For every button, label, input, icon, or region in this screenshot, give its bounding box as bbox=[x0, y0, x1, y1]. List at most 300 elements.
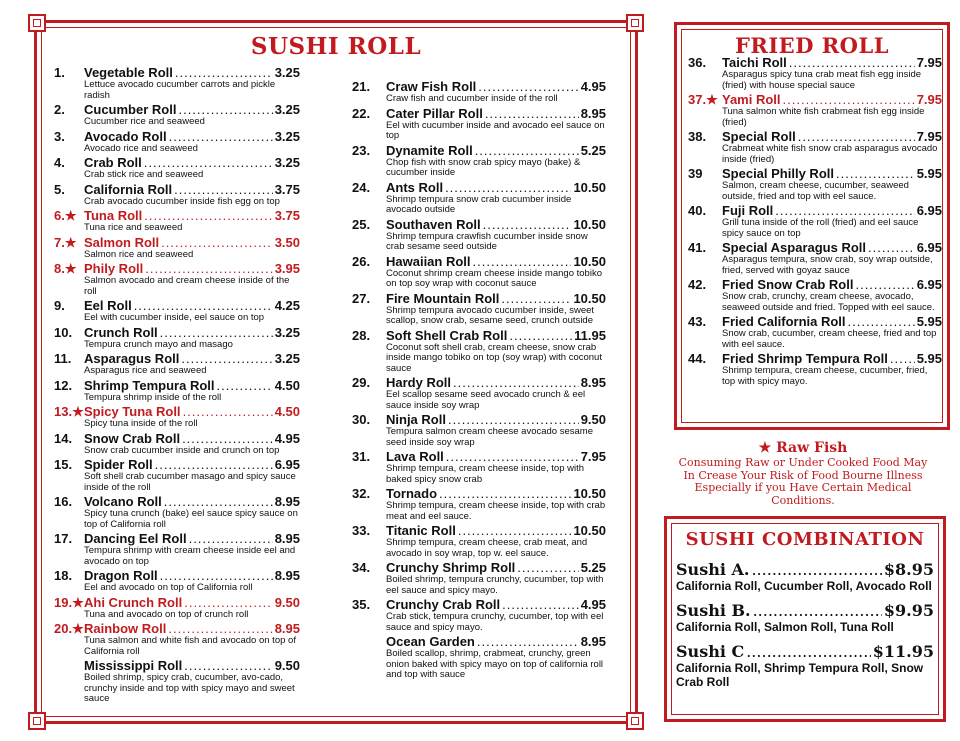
menu-item-line bbox=[688, 130, 942, 144]
menu-item bbox=[352, 598, 606, 633]
menu-item-line bbox=[54, 352, 300, 366]
menu-item-name: Dragon Roll bbox=[84, 568, 158, 583]
menu-item-line bbox=[54, 532, 300, 546]
menu-item-number: 35. bbox=[352, 597, 371, 612]
menu-item-description: Salmon rice and seaweed bbox=[84, 248, 194, 260]
leader-dots bbox=[868, 241, 915, 255]
menu-item-price: 6.95 bbox=[916, 277, 942, 292]
menu-item-line bbox=[688, 204, 942, 218]
menu-item-number: 20.★ bbox=[54, 621, 84, 636]
leader-dots bbox=[184, 596, 272, 610]
menu-item-number: 33. bbox=[352, 523, 371, 538]
combo-line bbox=[676, 601, 934, 620]
menu-item-number: 31. bbox=[352, 449, 371, 464]
menu-item-price: 6.95 bbox=[274, 457, 300, 472]
leader-dots bbox=[184, 659, 272, 673]
menu-item-description: Eel with cucumber inside and avocado eel sauce on top bbox=[386, 119, 605, 141]
menu-item-description: Shrimp tempura, cream cheese inside, top with baked spicy snow crab bbox=[386, 463, 585, 485]
menu-item-price: 3.25 bbox=[274, 155, 300, 170]
leader-dots bbox=[485, 107, 579, 121]
menu-item-name: Crab Roll bbox=[84, 155, 142, 170]
menu-item-description: Boiled scallop, shrimp, crabmeat, crunchy, green onion baked with spicy mayo on top of california roll and top with sauce bbox=[386, 648, 604, 680]
menu-item-number: 23. bbox=[352, 142, 371, 158]
menu-item-number: 17. bbox=[54, 531, 73, 546]
menu-item-name: Fried California Roll bbox=[722, 314, 846, 329]
menu-item-description: Salmon, cream cheese, cucumber, seaweed outside, fried and top with eel sauce. bbox=[722, 180, 909, 202]
menu-item-name: Ahi Crunch Roll bbox=[84, 594, 183, 610]
menu-item-line bbox=[688, 315, 942, 329]
menu-item-name: Cucumber Roll bbox=[84, 102, 177, 117]
corner-ornament bbox=[626, 14, 644, 32]
menu-item-description: Boiled shrimp, spicy crab, cucumber, avo-cado, crunchy inside and top with spicy mayo and sweet sauce bbox=[84, 672, 295, 704]
menu-item bbox=[54, 236, 300, 261]
menu-item-price: 7.95 bbox=[580, 449, 606, 464]
leader-dots bbox=[475, 144, 579, 158]
menu-item-price: 4.95 bbox=[274, 430, 300, 446]
leader-dots bbox=[174, 183, 273, 197]
menu-item-description: Avocado rice and seaweed bbox=[84, 142, 198, 154]
menu-item-line bbox=[54, 569, 300, 583]
menu-item bbox=[688, 241, 942, 276]
menu-item-description: Eel and avocado on top of California roll bbox=[84, 582, 253, 593]
menu-item-price: 8.95 bbox=[274, 531, 300, 546]
leader-dots bbox=[439, 487, 571, 501]
menu-item-description: Shrimp tempura, cream cheese, cucumber, fried, top with spicy mayo. bbox=[722, 365, 928, 387]
menu-item-name: Shrimp Tempura Roll bbox=[84, 377, 215, 393]
menu-item bbox=[54, 659, 300, 705]
menu-item-price: 5.25 bbox=[580, 142, 606, 158]
menu-item-description: Tempura salmon cream cheese avocado sesame seed inside soy wrap bbox=[386, 426, 593, 448]
menu-item-number: 21. bbox=[352, 79, 371, 94]
leader-dots bbox=[483, 218, 572, 232]
menu-item bbox=[352, 413, 606, 448]
menu-item-line bbox=[352, 487, 606, 501]
menu-item-name: Ninja Roll bbox=[386, 412, 446, 427]
menu-item bbox=[352, 329, 606, 375]
leader-dots bbox=[501, 292, 571, 306]
menu-item-name: Yami Roll bbox=[722, 92, 781, 107]
menu-item-number: 24. bbox=[352, 179, 371, 195]
menu-item bbox=[54, 352, 300, 377]
combo-description: California Roll, Salmon Roll, Tuna Roll bbox=[676, 620, 894, 634]
menu-item-number: 43. bbox=[688, 314, 707, 329]
menu-item-number: 11. bbox=[54, 351, 72, 366]
menu-item-description: Lettuce avocado cucumber carrots and pickle radish bbox=[84, 79, 276, 101]
menu-item-name: Craw Fish Roll bbox=[386, 79, 477, 94]
menu-item-number: 12. bbox=[54, 377, 73, 393]
menu-item-number: 1. bbox=[54, 65, 65, 80]
menu-item-number: 14. bbox=[54, 430, 73, 446]
menu-item-line bbox=[352, 218, 606, 232]
menu-item-number: 25. bbox=[352, 216, 371, 232]
menu-item-price: 9.50 bbox=[580, 412, 606, 427]
menu-item-price: 3.75 bbox=[274, 208, 300, 223]
menu-item bbox=[352, 524, 606, 559]
menu-item-name: Volcano Roll bbox=[84, 494, 162, 509]
menu-item bbox=[54, 596, 300, 621]
menu-item-price: 8.95 bbox=[274, 621, 300, 636]
menu-item-number: 9. bbox=[54, 298, 65, 313]
menu-item-price: 10.50 bbox=[573, 253, 606, 269]
menu-item bbox=[688, 278, 942, 313]
leader-dots bbox=[161, 236, 273, 250]
menu-item-description: Asparagus tempura, snow crab, soy wrap outside, fried, served with goyaz sauce bbox=[722, 254, 933, 276]
menu-item-number: 42. bbox=[688, 277, 707, 292]
menu-item bbox=[352, 218, 606, 253]
menu-item-description: Eel with cucumber inside, eel sauce on top bbox=[84, 312, 265, 323]
menu-item-price: 4.25 bbox=[274, 298, 300, 313]
menu-item-name: California Roll bbox=[84, 181, 173, 197]
menu-item-description: Tuna and avocado on top of crunch roll bbox=[84, 608, 249, 620]
menu-item-number: 2. bbox=[54, 102, 65, 117]
menu-item bbox=[688, 352, 942, 387]
menu-item-price: 4.50 bbox=[274, 377, 300, 393]
menu-item-price: 10.50 bbox=[573, 179, 606, 195]
menu-item-price: 5.25 bbox=[580, 560, 606, 575]
menu-item-price: 8.95 bbox=[580, 105, 606, 121]
menu-item-name: Spicy Tuna Roll bbox=[84, 404, 181, 419]
menu-item bbox=[352, 181, 606, 216]
combo-item bbox=[676, 601, 934, 634]
sushi-roll-title: SUSHI ROLL bbox=[250, 33, 422, 60]
menu-item-number: 36. bbox=[688, 55, 707, 70]
menu-item-number: 18. bbox=[54, 568, 73, 583]
leader-dots bbox=[189, 532, 273, 546]
menu-item bbox=[54, 379, 300, 404]
menu-item-description: Shrimp tempura, cream cheese, crab meat, and avocado in soy wrap, top w. eel sauce. bbox=[386, 537, 588, 559]
menu-item-name: Fire Mountain Roll bbox=[386, 290, 500, 306]
menu-item-name: Rainbow Roll bbox=[84, 621, 167, 636]
menu-item bbox=[688, 93, 942, 128]
menu-item-number: 7.★ bbox=[54, 234, 77, 250]
menu-item bbox=[54, 495, 300, 530]
menu-item-line bbox=[54, 156, 300, 170]
menu-item-name: Salmon Roll bbox=[84, 234, 160, 250]
leader-dots bbox=[509, 329, 572, 343]
menu-item-price: 8.95 bbox=[274, 494, 300, 509]
raw-fish-warning: Consuming Raw or Under Cooked Food May In Crease Your Risk of Food Bourne Illness Especially if you Have Certain Medical Conditions. bbox=[678, 456, 928, 507]
menu-item bbox=[54, 66, 300, 101]
menu-item-name: Southaven Roll bbox=[386, 216, 481, 232]
leader-dots bbox=[144, 209, 272, 223]
menu-item bbox=[352, 450, 606, 485]
leader-dots bbox=[855, 278, 914, 292]
menu-item bbox=[352, 80, 606, 105]
menu-item-description: Salmon avocado and cream cheese inside of the roll bbox=[84, 275, 290, 297]
menu-item-description: Tempura crunch mayo and masago bbox=[84, 338, 233, 350]
menu-item-description: Tuna salmon and white fish and avocado on top of California roll bbox=[84, 635, 296, 657]
combo-name: Sushi C bbox=[676, 642, 745, 661]
menu-item-number: 34. bbox=[352, 560, 371, 575]
menu-item-line bbox=[688, 241, 942, 255]
menu-item-number: 13.★ bbox=[54, 404, 84, 419]
leader-dots bbox=[145, 262, 272, 276]
menu-item-number: 40. bbox=[688, 203, 707, 218]
fried-roll-list bbox=[688, 56, 942, 389]
menu-item-description: Shrimp tempura snow crab cucumber inside avocado outside bbox=[386, 193, 572, 215]
menu-item-description: Snow crab, cucumber, cream cheese, fried and top with eel sauce. bbox=[722, 328, 937, 350]
combo-price: $8.95 bbox=[883, 560, 934, 579]
menu-item-number: 29. bbox=[352, 375, 371, 390]
menu-item-description: Tuna rice and seaweed bbox=[84, 222, 183, 233]
menu-item bbox=[688, 204, 942, 239]
menu-item-name: Asparagus Roll bbox=[84, 351, 180, 366]
menu-item-description: Crab stick, tempura crunchy, cucumber, top with eel sauce and spicy mayo. bbox=[386, 611, 604, 633]
menu-item-description: Grill tuna inside of the roll (fried) and eel sauce spicy sauce on top bbox=[722, 217, 919, 239]
menu-item-name: Lava Roll bbox=[386, 449, 444, 464]
menu-item bbox=[688, 56, 942, 91]
leader-dots bbox=[751, 560, 881, 579]
menu-item-price: 5.95 bbox=[916, 351, 942, 366]
menu-item-name: Crunchy Crab Roll bbox=[386, 597, 501, 612]
combo-line bbox=[676, 560, 934, 579]
menu-item bbox=[688, 167, 942, 202]
combo-line bbox=[676, 642, 934, 661]
leader-dots bbox=[169, 130, 273, 144]
leader-dots bbox=[783, 93, 915, 107]
menu-item bbox=[54, 326, 300, 351]
menu-item-line bbox=[54, 66, 300, 80]
menu-item-line bbox=[54, 262, 300, 276]
leader-dots bbox=[134, 299, 273, 313]
leader-dots bbox=[144, 156, 273, 170]
menu-item-description: Snow crab, crunchy, cream cheese, avocado, seaweed outside and fried. Topped with eel sauce. bbox=[722, 291, 935, 313]
menu-item-price: 3.25 bbox=[274, 324, 300, 340]
menu-item-line bbox=[352, 376, 606, 390]
menu-item bbox=[352, 561, 606, 596]
raw-fish-note bbox=[676, 440, 930, 507]
menu-item-description: Tempura shrimp with cream cheese inside eel and avocado on top bbox=[84, 545, 296, 567]
leader-dots bbox=[517, 561, 578, 575]
menu-item bbox=[54, 103, 300, 128]
menu-item-name: Snow Crab Roll bbox=[84, 430, 181, 446]
menu-item-name: Crunch Roll bbox=[84, 324, 158, 340]
menu-item-price: 3.95 bbox=[274, 261, 300, 276]
menu-item-name: Special Philly Roll bbox=[722, 166, 834, 181]
leader-dots bbox=[473, 255, 572, 269]
menu-item-name: Ants Roll bbox=[386, 179, 444, 195]
leader-dots bbox=[890, 352, 915, 366]
menu-item bbox=[54, 622, 300, 657]
menu-item-description: Soft shell crab cucumber masago and spicy sauce inside of the roll bbox=[84, 471, 296, 493]
menu-item-name: Avocado Roll bbox=[84, 128, 167, 144]
menu-item-number: 38. bbox=[688, 129, 707, 144]
menu-item-name: Fried Shrimp Tempura Roll bbox=[722, 351, 888, 366]
menu-item-name: Ocean Garden bbox=[386, 634, 475, 649]
corner-ornament bbox=[28, 14, 46, 32]
menu-item-price: 10.50 bbox=[573, 216, 606, 232]
sushi-combination-title: SUSHI COMBINATION bbox=[685, 529, 925, 550]
leader-dots bbox=[453, 376, 579, 390]
menu-item-description: Coconut shrimp cream cheese inside mango tobiko on top soy wrap with coconut sauce bbox=[386, 267, 602, 289]
leader-dots bbox=[798, 130, 915, 144]
menu-item-line bbox=[54, 130, 300, 144]
combo-description: California Roll, Shrimp Tempura Roll, Snow Crab Roll bbox=[676, 661, 924, 689]
menu-item-line bbox=[352, 329, 606, 343]
menu-item-name: Soft Shell Crab Roll bbox=[386, 327, 508, 343]
menu-item-number: 16. bbox=[54, 494, 73, 509]
menu-item-line bbox=[688, 93, 942, 107]
menu-item-line bbox=[54, 432, 300, 446]
menu-item-description: Eel scallop sesame seed avocado crunch & eel sauce inside soy wrap bbox=[386, 389, 586, 411]
combo-description: California Roll, Cucumber Roll, Avocado Roll bbox=[676, 579, 932, 593]
combo-price: $11.95 bbox=[872, 642, 934, 661]
menu-item-description: Shrimp tempura crawfish cucumber inside snow crab sesame seed outside bbox=[386, 230, 588, 252]
raw-fish-heading: ★ Raw Fish bbox=[758, 440, 848, 456]
menu-item-description: Crab avocado cucumber inside fish egg on top bbox=[84, 195, 280, 207]
menu-item-line bbox=[352, 413, 606, 427]
menu-item bbox=[54, 209, 300, 234]
menu-item-description: Tuna salmon white fish crabmeat fish egg inside (fried) bbox=[722, 106, 925, 128]
menu-item-line bbox=[688, 278, 942, 292]
menu-item bbox=[352, 635, 606, 681]
menu-item-name: Titanic Roll bbox=[386, 523, 456, 538]
combo-item bbox=[676, 642, 934, 689]
combo-price: $9.95 bbox=[883, 601, 934, 620]
menu-item-line bbox=[54, 622, 300, 636]
menu-item-name: Cater Pillar Roll bbox=[386, 105, 483, 121]
menu-item-price: 7.95 bbox=[916, 129, 942, 144]
menu-item-number: 28. bbox=[352, 327, 371, 343]
menu-item-number: 44. bbox=[688, 351, 707, 366]
menu-item-line bbox=[352, 292, 606, 306]
menu-item-description: Crabmeat white fish snow crab asparagus avocado inside (fried) bbox=[722, 143, 938, 165]
menu-item-number: 27. bbox=[352, 290, 371, 306]
combo-name: Sushi A. bbox=[676, 560, 750, 579]
menu-item-number: 5. bbox=[54, 181, 65, 197]
combo-name: Sushi B. bbox=[676, 601, 751, 620]
menu-item-price: 3.75 bbox=[274, 181, 300, 197]
menu-item-number: 26. bbox=[352, 253, 371, 269]
menu-item-line bbox=[54, 458, 300, 472]
menu-item-name: Tornado bbox=[386, 486, 438, 501]
menu-item bbox=[54, 130, 300, 155]
menu-item-price: 3.25 bbox=[274, 351, 300, 366]
menu-item-number: 37.★ bbox=[688, 92, 718, 107]
menu-item bbox=[688, 130, 942, 165]
menu-item-price: 7.95 bbox=[916, 92, 942, 107]
menu-item bbox=[54, 405, 300, 430]
menu-item-line bbox=[352, 181, 606, 195]
menu-item-price: 10.50 bbox=[573, 290, 606, 306]
menu-item-line bbox=[352, 450, 606, 464]
menu-item bbox=[352, 255, 606, 290]
menu-item-price: 3.25 bbox=[274, 65, 300, 80]
corner-ornament bbox=[28, 712, 46, 730]
leader-dots bbox=[155, 458, 273, 472]
leader-dots bbox=[168, 622, 272, 636]
menu-item-description: Spicy tuna inside of the roll bbox=[84, 418, 198, 429]
menu-item-description: Shrimp tempura avocado cucumber inside, sweet scallop, snow crab, sesame seed, crunch outside bbox=[386, 304, 595, 326]
menu-item-line bbox=[54, 379, 300, 393]
leader-dots bbox=[458, 524, 572, 538]
menu-item-number: 41. bbox=[688, 240, 707, 255]
menu-item-number: 8.★ bbox=[54, 261, 77, 276]
menu-item bbox=[352, 376, 606, 411]
leader-dots bbox=[753, 601, 882, 620]
leader-dots bbox=[446, 450, 579, 464]
menu-item-price: 4.50 bbox=[274, 404, 300, 419]
menu-item-name: Spider Roll bbox=[84, 457, 153, 472]
leader-dots bbox=[217, 379, 273, 393]
menu-item-line bbox=[54, 596, 300, 610]
menu-item-line bbox=[688, 352, 942, 366]
menu-item bbox=[54, 299, 300, 324]
leader-dots bbox=[746, 642, 871, 661]
menu-item-line bbox=[352, 144, 606, 158]
menu-item-line bbox=[352, 255, 606, 269]
menu-item-price: 3.25 bbox=[274, 102, 300, 117]
leader-dots bbox=[182, 432, 273, 446]
leader-dots bbox=[160, 326, 273, 340]
menu-item-number: 22. bbox=[352, 105, 371, 121]
menu-item-number: 15. bbox=[54, 457, 73, 472]
menu-item bbox=[352, 107, 606, 142]
menu-item-description: Snow crab cucumber inside and crunch on top bbox=[84, 444, 280, 456]
menu-item-line bbox=[352, 107, 606, 121]
menu-item-line bbox=[352, 561, 606, 575]
menu-item-name: Vegetable Roll bbox=[84, 65, 173, 80]
menu-item-line bbox=[54, 209, 300, 223]
combo-item bbox=[676, 560, 934, 593]
leader-dots bbox=[181, 352, 272, 366]
menu-item bbox=[54, 262, 300, 297]
menu-item-price: 8.95 bbox=[274, 568, 300, 583]
leader-dots bbox=[164, 495, 273, 509]
menu-item-line bbox=[54, 326, 300, 340]
menu-item-line bbox=[352, 80, 606, 94]
menu-item-price: 8.95 bbox=[580, 375, 606, 390]
menu-item-price: 9.50 bbox=[274, 658, 300, 673]
menu-item-price: 7.95 bbox=[916, 55, 942, 70]
menu-item-price: 9.50 bbox=[274, 594, 300, 610]
leader-dots bbox=[789, 56, 915, 70]
menu-item-name: Mississippi Roll bbox=[84, 658, 183, 673]
menu-item-line bbox=[688, 167, 942, 181]
menu-item-description: Craw fish and cucumber inside of the roll bbox=[386, 93, 558, 104]
menu-item-name: Tuna Roll bbox=[84, 208, 143, 223]
menu-item-description: Shrimp tempura, cream cheese inside, top with crab meat and eel sauce. bbox=[386, 500, 606, 522]
menu-item-name: Eel Roll bbox=[84, 298, 132, 313]
menu-item-line bbox=[688, 56, 942, 70]
menu-item-description: Chop fish with snow crab spicy mayo (bake) & cucumber inside bbox=[386, 156, 581, 178]
menu-item bbox=[54, 569, 300, 594]
leader-dots bbox=[848, 315, 915, 329]
menu-item-name: Hawaiian Roll bbox=[386, 253, 471, 269]
menu-item-name: Fried Snow Crab Roll bbox=[722, 277, 854, 292]
menu-item bbox=[54, 156, 300, 181]
menu-item-description: Boiled shrimp, tempura crunchy, cucumber, top with eel sauce and spicy mayo. bbox=[386, 574, 604, 596]
menu-item-name: Dancing Eel Roll bbox=[84, 531, 187, 546]
menu-item bbox=[54, 432, 300, 457]
menu-item-price: 10.50 bbox=[573, 486, 606, 501]
menu-item-price: 10.50 bbox=[573, 523, 606, 538]
menu-item-price: 11.95 bbox=[574, 327, 606, 343]
menu-item-line bbox=[54, 405, 300, 419]
menu-item-name: Hardy Roll bbox=[386, 375, 452, 390]
menu-item bbox=[352, 487, 606, 522]
leader-dots bbox=[175, 66, 273, 80]
leader-dots bbox=[775, 204, 914, 218]
leader-dots bbox=[836, 167, 915, 181]
corner-ornament bbox=[626, 712, 644, 730]
menu-item-name: Special Roll bbox=[722, 129, 796, 144]
menu-item-number: 6.★ bbox=[54, 208, 77, 223]
menu-item-number: 10. bbox=[54, 324, 73, 340]
menu-item-price: 6.95 bbox=[916, 240, 942, 255]
menu-item-name: Dynamite Roll bbox=[386, 142, 473, 158]
menu-item bbox=[352, 292, 606, 327]
